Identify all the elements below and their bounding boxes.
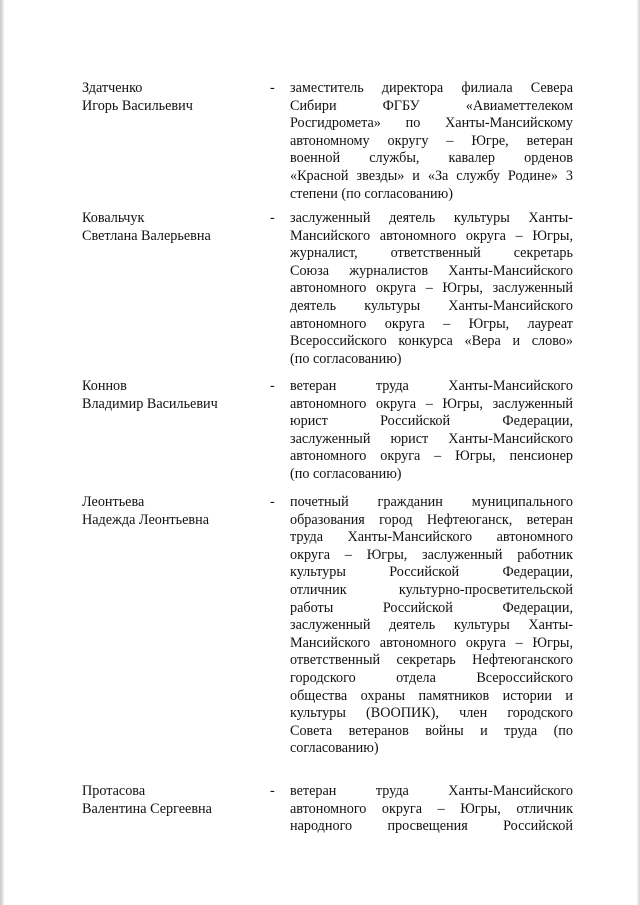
description-line: юрист Российской Федерации, [290,413,573,430]
description-line: автономному округу – Югре, ветеран [290,132,573,149]
person-description [290,80,573,203]
description-line: автономного округа – Югры, пенсионер [290,448,573,465]
description-line: (по согласованию) [290,350,402,367]
description-line: Совета ветеранов войны и труда (по [290,722,573,739]
surname: Протасова [82,783,146,799]
description-line: народного просвещения Российской [290,818,573,835]
separator-dash: - [270,80,275,96]
surname: Леонтьева [82,494,145,510]
description-line: заслуженный деятель культуры Ханты- [290,210,573,226]
description-line: заместитель директора филиала Севера [290,80,573,96]
description-line: ветеран труда Ханты-Мансийского [290,783,573,799]
separator-dash: - [270,210,275,226]
description-line: почетный гражданин муниципального [290,494,573,510]
description-line: степени (по согласованию) [290,185,453,202]
separator-dash: - [270,783,275,799]
person-description [290,494,573,758]
description-line: общества охраны памятников истории и [290,687,573,704]
description-line: ответственный секретарь Нефтеюганского [290,652,573,669]
description-line: ветеран труда Ханты-Мансийского [290,378,573,394]
description-line: Сибири ФГБУ «Авиаметтелеком [290,97,573,114]
surname: Здатченко [82,80,143,96]
description-line: деятель культуры Ханты-Мансийского [290,297,573,314]
person-description [290,210,573,368]
description-line: Росгидромета» по Ханты-Мансийскому [290,115,573,132]
given-name: Игорь Васильевич [82,97,193,114]
description-line: отличник культурно-просветительской [290,581,573,598]
description-line: журналист, ответственный секретарь [290,245,573,262]
given-name: Валентина Сергеевна [82,800,212,817]
description-line: Мансийского автономного округа – Югры, [290,227,573,244]
description-line: округа – Югры, заслуженный работник [290,546,573,563]
given-name: Светлана Валерьевна [82,227,211,244]
description-line: городского отдела Всероссийского [290,669,573,686]
person-name [82,783,267,818]
description-line: культуры (ВООПИК), член городского [290,705,573,722]
description-line: труда Ханты-Мансийского автономного [290,529,573,546]
description-line: культуры Российской Федерации, [290,564,573,581]
given-name: Надежда Леонтьевна [82,511,209,528]
description-line: автономного округа – Югры, заслуженный [290,280,573,297]
description-line: Союза журналистов Ханты-Мансийского [290,262,573,279]
description-line: автономного округа – Югры, лауреат [290,315,573,332]
description-line: «Красной звезды» и «За службу Родине» 3 [290,167,573,184]
description-line: автономного округа – Югры, отличник [290,800,573,817]
description-line: автономного округа – Югры, заслуженный [290,395,573,412]
person-description [290,783,573,836]
description-line: (по согласованию) [290,465,402,482]
description-line: заслуженный деятель культуры Ханты- [290,617,573,634]
description-line: военной службы, кавалер орденов [290,150,573,167]
surname: Коннов [82,378,127,394]
person-name [82,494,267,529]
person-name [82,80,267,115]
person-name [82,210,267,245]
separator-dash: - [270,494,275,510]
person-name [82,378,267,413]
given-name: Владимир Васильевич [82,395,218,412]
description-line: согласованию) [290,740,379,757]
surname: Ковальчук [82,210,145,226]
description-line: работы Российской Федерации, [290,599,573,616]
separator-dash: - [270,378,275,394]
description-line: Всероссийского конкурса «Вера и слово» [290,333,573,350]
person-description [290,378,573,484]
description-line: заслуженный юрист Ханты-Мансийского [290,430,573,447]
description-line: образования город Нефтеюганск, ветеран [290,511,573,528]
description-line: Мансийского автономного округа – Югры, [290,634,573,651]
